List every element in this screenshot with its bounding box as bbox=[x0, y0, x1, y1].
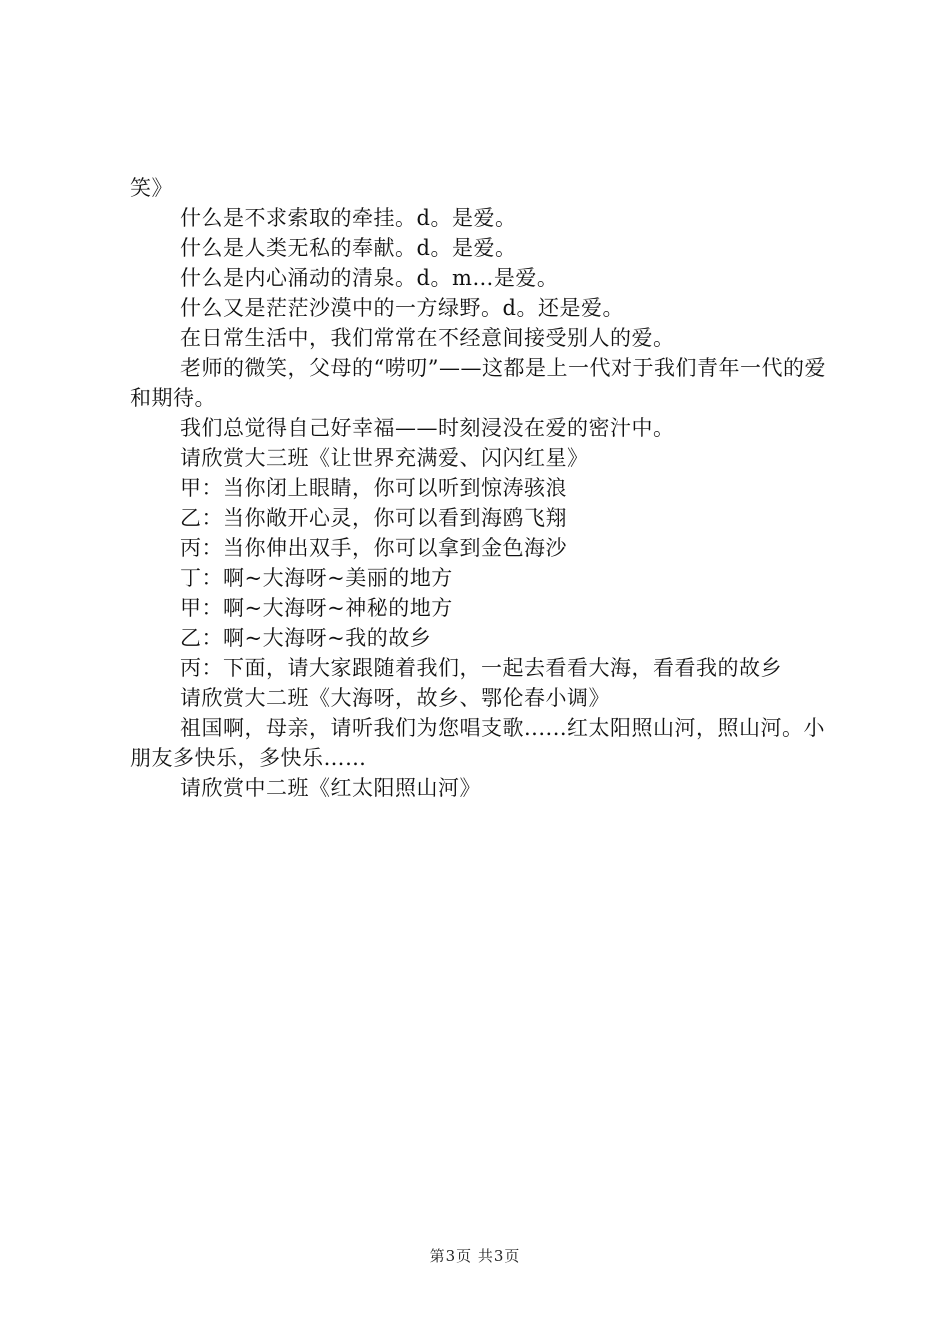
paragraph: 什么是不求索取的牵挂。d。是爱。 bbox=[180, 206, 517, 230]
paragraph: 什么又是茫茫沙漠中的一方绿野。d。还是爱。 bbox=[180, 296, 624, 320]
paragraph: 甲：当你闭上眼睛，你可以听到惊涛骇浪 bbox=[180, 476, 567, 500]
document-body bbox=[130, 173, 835, 803]
paragraph: 老师的微笑，父母的“唠叨”——这都是上一代对于我们青年一代的爱和期待。 bbox=[130, 356, 826, 410]
paragraph: 请欣赏中二班《红太阳照山河》 bbox=[180, 776, 481, 800]
paragraph: 我们总觉得自己好幸福——时刻浸没在爱的密汁中。 bbox=[180, 416, 675, 440]
paragraph: 请欣赏大二班《大海呀，故乡、鄂伦春小调》 bbox=[180, 686, 610, 710]
paragraph: 乙：啊~大海呀~我的故乡 bbox=[180, 626, 432, 650]
paragraph: 笑》 bbox=[130, 176, 173, 200]
paragraph: 丁：啊~大海呀~美丽的地方 bbox=[180, 566, 453, 590]
paragraph: 祖国啊，母亲，请听我们为您唱支歌......红太阳照山河，照山河。小朋友多快乐，多快乐…… bbox=[130, 716, 826, 770]
paragraph: 请欣赏大三班《让世界充满爱、闪闪红星》 bbox=[180, 446, 589, 470]
paragraph: 丙：当你伸出双手，你可以拿到金色海沙 bbox=[180, 536, 567, 560]
paragraph: 丙：下面，请大家跟随着我们，一起去看看大海，看看我的故乡 bbox=[180, 656, 782, 680]
paragraph: 在日常生活中，我们常常在不经意间接受别人的爱。 bbox=[180, 326, 675, 350]
paragraph: 乙：当你敞开心灵，你可以看到海鸥飞翔 bbox=[180, 506, 567, 530]
paragraph: 什么是内心涌动的清泉。d。m…是爱。 bbox=[180, 266, 559, 290]
paragraph: 什么是人类无私的奉献。d。是爱。 bbox=[180, 236, 517, 260]
paragraph: 甲：啊~大海呀~神秘的地方 bbox=[180, 596, 453, 620]
page-number-footer: 第3页 共3页 bbox=[429, 1247, 521, 1265]
